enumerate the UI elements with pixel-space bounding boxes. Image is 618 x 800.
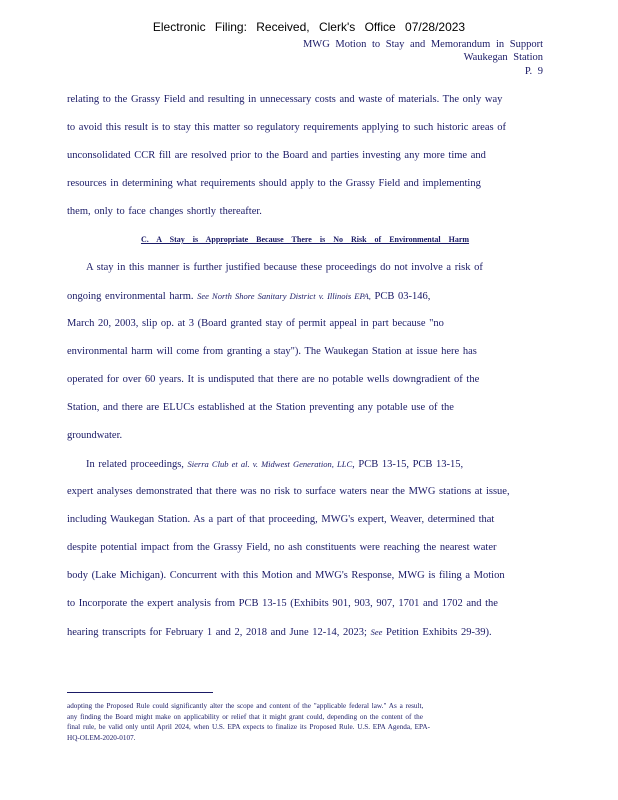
text-line: March 20, 2003, slip op. at 3 (Board granted stay of permit appeal in part because "no bbox=[67, 318, 444, 329]
footnote-line: adopting the Proposed Rule could significantly alter the scope and content of the "applicable federal law." As a result, bbox=[67, 702, 424, 710]
footnote-divider bbox=[67, 692, 213, 693]
paragraph-3 bbox=[67, 455, 543, 651]
text-line bbox=[67, 455, 543, 483]
text-line: despite potential impact from the Grassy Field, no ash constituents were reaching the nearest water bbox=[67, 542, 497, 553]
text-line: them, only to face changes shortly thereafter. bbox=[67, 206, 262, 217]
page-number: P. 9 bbox=[524, 66, 543, 77]
section-heading bbox=[67, 231, 543, 259]
text-line: expert analyses demonstrated that there was no risk to surface waters near the MWG stations at issue, bbox=[67, 486, 510, 497]
running-header-title: MWG Motion to Stay and Memorandum in Support bbox=[302, 39, 543, 50]
text-line: body (Lake Michigan). Concurrent with this Motion and MWG's Response, MWG is filing a Motion bbox=[67, 570, 505, 581]
text-line: unconsolidated CCR fill are resolved prior to the Board and parties investing any more time and bbox=[67, 150, 486, 161]
document-body bbox=[67, 91, 543, 651]
text-span: Petition Exhibits 29-39). bbox=[386, 627, 492, 638]
text-line: relating to the Grassy Field and resulting in unnecessary costs and waste of materials. The only way bbox=[67, 94, 503, 105]
case-citation: Sierra Club et al. v. Midwest Generation, LLC bbox=[187, 459, 353, 469]
text-span: In related proceedings, bbox=[86, 459, 184, 470]
text-line: including Waukegan Station. As a part of that proceeding, MWG's expert, Weaver, determined that bbox=[67, 514, 495, 525]
footnote-line: final rule, be valid only until April 2024, when U.S. EPA expects to finalize its Proposed Rule. U.S. EPA Agenda, EPA- bbox=[67, 723, 430, 731]
text-line: to Incorporate the expert analysis from PCB 13-15 (Exhibits 901, 903, 907, 1701 and 1702 and the bbox=[67, 598, 498, 609]
footnote-line: any finding the Board might make on applicability or relief that it might grant could, depending on the content of the bbox=[67, 712, 423, 721]
text-line: to avoid this result is to stay this matter so regulatory requirements applying to such historic areas of bbox=[67, 122, 506, 133]
text-line: operated for over 60 years. It is undisputed that there are no potable wells downgradient of the bbox=[67, 374, 480, 385]
case-citation: See North Shore Sanitary District v. Illinois EPA, bbox=[197, 291, 371, 301]
section-heading-text: C. A Stay is Appropriate Because There is No Risk of Environmental Harm bbox=[140, 235, 470, 244]
text-line: resources in determining what requirements should apply to the Grassy Field and implementing bbox=[67, 178, 481, 189]
text-span: ongoing environmental harm. bbox=[67, 291, 194, 302]
paragraph-1 bbox=[67, 91, 543, 231]
text-line: environmental harm will come from granting a stay"). The Waukegan Station at issue here has bbox=[67, 346, 477, 357]
text-line: groundwater. bbox=[67, 430, 123, 441]
text-span: , PCB 13-15, PCB 13-15, bbox=[352, 459, 464, 470]
running-header-subtitle: Waukegan Station bbox=[463, 52, 543, 63]
paragraph-2 bbox=[67, 259, 543, 455]
footnote-line: HQ-OLEM-2020-0107. bbox=[67, 733, 136, 742]
text-span: PCB 03-146, bbox=[374, 291, 431, 302]
text-line: Station, and there are ELUCs established at the Station preventing any potable use of the bbox=[67, 402, 454, 413]
text-line: A stay in this manner is further justified because these proceedings do not involve a risk of bbox=[86, 262, 483, 273]
footnote bbox=[67, 701, 543, 743]
signal-see: See bbox=[370, 627, 383, 637]
text-line bbox=[67, 623, 543, 651]
electronic-filing-stamp: Electronic Filing: Received, Clerk's Office 07/28/2023 bbox=[152, 20, 466, 34]
text-line bbox=[67, 287, 543, 315]
text-span: hearing transcripts for February 1 and 2, 2018 and June 12-14, 2023; bbox=[67, 627, 367, 638]
